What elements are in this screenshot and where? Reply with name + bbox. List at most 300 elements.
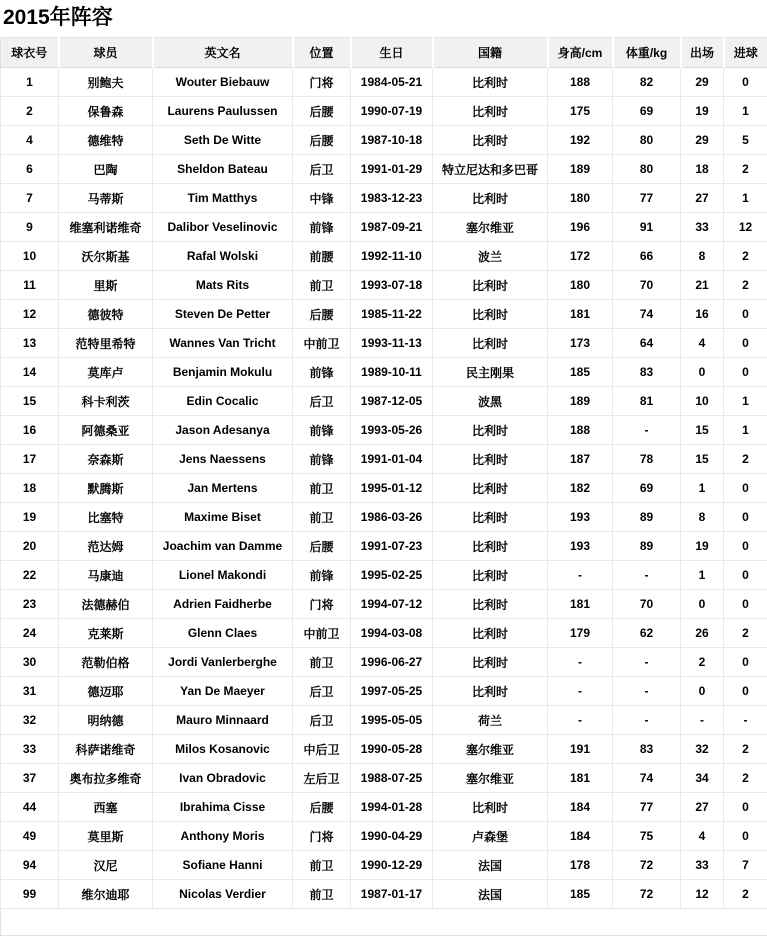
- cell-jersey: 37: [1, 764, 59, 793]
- cell-english-name: Laurens Paulussen: [153, 97, 293, 126]
- cell-goals: 1: [724, 184, 767, 213]
- cell-weight: 69: [613, 97, 681, 126]
- cell-weight: -: [613, 677, 681, 706]
- cell-height: 191: [548, 735, 613, 764]
- cell-position: 后腰: [293, 97, 351, 126]
- cell-player: 默腾斯: [59, 474, 153, 503]
- cell-english-name: Yan De Maeyer: [153, 677, 293, 706]
- cell-height: 193: [548, 532, 613, 561]
- cell-player: 巴陶: [59, 155, 153, 184]
- cell-nationality: 比利时: [433, 561, 548, 590]
- cell-player: 科萨诺维奇: [59, 735, 153, 764]
- cell-player: 马康迪: [59, 561, 153, 590]
- cell-appearances: -: [681, 706, 724, 735]
- empty-footer-cell: [1, 909, 767, 936]
- cell-height: -: [548, 648, 613, 677]
- cell-goals: 2: [724, 155, 767, 184]
- cell-nationality: 塞尔维亚: [433, 735, 548, 764]
- cell-position: 后腰: [293, 126, 351, 155]
- cell-height: 182: [548, 474, 613, 503]
- cell-goals: 1: [724, 97, 767, 126]
- cell-position: 前锋: [293, 416, 351, 445]
- cell-goals: 12: [724, 213, 767, 242]
- col-header-player: 球员: [59, 38, 153, 68]
- cell-nationality: 比利时: [433, 590, 548, 619]
- cell-birthday: 1994-03-08: [351, 619, 433, 648]
- cell-player: 别鲍夫: [59, 68, 153, 97]
- cell-nationality: 卢森堡: [433, 822, 548, 851]
- cell-player: 莫库卢: [59, 358, 153, 387]
- col-header-jersey: 球衣号: [1, 38, 59, 68]
- cell-appearances: 16: [681, 300, 724, 329]
- cell-goals: 2: [724, 445, 767, 474]
- cell-english-name: Rafal Wolski: [153, 242, 293, 271]
- cell-weight: -: [613, 648, 681, 677]
- cell-height: 175: [548, 97, 613, 126]
- cell-weight: 66: [613, 242, 681, 271]
- cell-nationality: 荷兰: [433, 706, 548, 735]
- cell-goals: 0: [724, 300, 767, 329]
- cell-birthday: 1991-07-23: [351, 532, 433, 561]
- cell-appearances: 4: [681, 822, 724, 851]
- cell-appearances: 1: [681, 561, 724, 590]
- cell-birthday: 1993-07-18: [351, 271, 433, 300]
- cell-position: 前卫: [293, 648, 351, 677]
- table-row: [1, 445, 767, 474]
- table-row: [1, 561, 767, 590]
- cell-goals: 0: [724, 793, 767, 822]
- cell-appearances: 0: [681, 590, 724, 619]
- col-header-position: 位置: [293, 38, 351, 68]
- cell-nationality: 波黑: [433, 387, 548, 416]
- cell-nationality: 比利时: [433, 300, 548, 329]
- col-header-nationality: 国籍: [433, 38, 548, 68]
- cell-appearances: 15: [681, 416, 724, 445]
- cell-appearances: 32: [681, 735, 724, 764]
- cell-english-name: Nicolas Verdier: [153, 880, 293, 909]
- cell-height: 181: [548, 590, 613, 619]
- cell-nationality: 比利时: [433, 532, 548, 561]
- cell-goals: 7: [724, 851, 767, 880]
- cell-jersey: 30: [1, 648, 59, 677]
- cell-english-name: Tim Matthys: [153, 184, 293, 213]
- cell-jersey: 1: [1, 68, 59, 97]
- squad-table-header: [1, 38, 767, 68]
- cell-birthday: 1996-06-27: [351, 648, 433, 677]
- squad-table-body: [1, 68, 767, 909]
- cell-english-name: Joachim van Damme: [153, 532, 293, 561]
- cell-jersey: 94: [1, 851, 59, 880]
- cell-player: 维塞利诺维奇: [59, 213, 153, 242]
- cell-weight: 62: [613, 619, 681, 648]
- cell-position: 后腰: [293, 793, 351, 822]
- cell-nationality: 比利时: [433, 503, 548, 532]
- cell-appearances: 34: [681, 764, 724, 793]
- cell-position: 中前卫: [293, 619, 351, 648]
- cell-english-name: Lionel Makondi: [153, 561, 293, 590]
- cell-goals: 0: [724, 329, 767, 358]
- cell-birthday: 1990-04-29: [351, 822, 433, 851]
- cell-jersey: 44: [1, 793, 59, 822]
- cell-position: 前卫: [293, 503, 351, 532]
- cell-birthday: 1995-01-12: [351, 474, 433, 503]
- cell-appearances: 4: [681, 329, 724, 358]
- cell-position: 中后卫: [293, 735, 351, 764]
- cell-player: 范达姆: [59, 532, 153, 561]
- cell-jersey: 13: [1, 329, 59, 358]
- cell-height: 184: [548, 793, 613, 822]
- cell-english-name: Jason Adesanya: [153, 416, 293, 445]
- cell-appearances: 2: [681, 648, 724, 677]
- cell-birthday: 1993-05-26: [351, 416, 433, 445]
- cell-nationality: 比利时: [433, 97, 548, 126]
- cell-nationality: 比利时: [433, 271, 548, 300]
- cell-goals: 2: [724, 880, 767, 909]
- cell-jersey: 22: [1, 561, 59, 590]
- cell-player: 马蒂斯: [59, 184, 153, 213]
- cell-english-name: Sofiane Hanni: [153, 851, 293, 880]
- table-row: [1, 68, 767, 97]
- header-row: [1, 38, 767, 68]
- cell-goals: 0: [724, 532, 767, 561]
- cell-position: 后卫: [293, 387, 351, 416]
- cell-nationality: 塞尔维亚: [433, 764, 548, 793]
- cell-nationality: 比利时: [433, 68, 548, 97]
- cell-weight: 72: [613, 851, 681, 880]
- cell-position: 门将: [293, 822, 351, 851]
- empty-footer-row: [1, 909, 767, 936]
- cell-birthday: 1994-07-12: [351, 590, 433, 619]
- cell-birthday: 1986-03-26: [351, 503, 433, 532]
- page-title: 2015年阵容: [3, 6, 113, 29]
- cell-player: 西塞: [59, 793, 153, 822]
- cell-height: 180: [548, 271, 613, 300]
- cell-position: 前腰: [293, 242, 351, 271]
- cell-english-name: Jordi Vanlerberghe: [153, 648, 293, 677]
- table-row: [1, 300, 767, 329]
- cell-english-name: Ivan Obradovic: [153, 764, 293, 793]
- cell-goals: 2: [724, 242, 767, 271]
- cell-player: 沃尔斯基: [59, 242, 153, 271]
- cell-player: 莫里斯: [59, 822, 153, 851]
- cell-birthday: 1993-11-13: [351, 329, 433, 358]
- table-row: [1, 416, 767, 445]
- cell-goals: 2: [724, 764, 767, 793]
- cell-appearances: 1: [681, 474, 724, 503]
- cell-weight: 64: [613, 329, 681, 358]
- cell-weight: -: [613, 561, 681, 590]
- table-row: [1, 764, 767, 793]
- table-row: [1, 503, 767, 532]
- cell-position: 后卫: [293, 155, 351, 184]
- cell-weight: 69: [613, 474, 681, 503]
- table-row: [1, 532, 767, 561]
- cell-birthday: 1991-01-04: [351, 445, 433, 474]
- cell-jersey: 18: [1, 474, 59, 503]
- cell-player: 明纳德: [59, 706, 153, 735]
- cell-player: 奥布拉多维奇: [59, 764, 153, 793]
- cell-english-name: Benjamin Mokulu: [153, 358, 293, 387]
- cell-birthday: 1991-01-29: [351, 155, 433, 184]
- cell-height: 187: [548, 445, 613, 474]
- cell-height: -: [548, 677, 613, 706]
- cell-birthday: 1989-10-11: [351, 358, 433, 387]
- cell-height: -: [548, 561, 613, 590]
- cell-english-name: Ibrahima Cisse: [153, 793, 293, 822]
- table-row: [1, 271, 767, 300]
- cell-english-name: Dalibor Veselinovic: [153, 213, 293, 242]
- cell-appearances: 33: [681, 851, 724, 880]
- cell-jersey: 15: [1, 387, 59, 416]
- cell-position: 后腰: [293, 532, 351, 561]
- cell-goals: 0: [724, 590, 767, 619]
- cell-birthday: 1994-01-28: [351, 793, 433, 822]
- cell-position: 前锋: [293, 561, 351, 590]
- cell-jersey: 17: [1, 445, 59, 474]
- cell-goals: 5: [724, 126, 767, 155]
- cell-height: 188: [548, 68, 613, 97]
- cell-goals: 0: [724, 68, 767, 97]
- cell-english-name: Milos Kosanovic: [153, 735, 293, 764]
- cell-appearances: 29: [681, 68, 724, 97]
- cell-weight: 91: [613, 213, 681, 242]
- cell-english-name: Adrien Faidherbe: [153, 590, 293, 619]
- cell-jersey: 23: [1, 590, 59, 619]
- cell-english-name: Maxime Biset: [153, 503, 293, 532]
- cell-weight: 70: [613, 271, 681, 300]
- cell-player: 德迈耶: [59, 677, 153, 706]
- cell-nationality: 比利时: [433, 184, 548, 213]
- cell-position: 前卫: [293, 851, 351, 880]
- cell-nationality: 塞尔维亚: [433, 213, 548, 242]
- cell-goals: 0: [724, 677, 767, 706]
- cell-appearances: 8: [681, 503, 724, 532]
- cell-weight: 89: [613, 532, 681, 561]
- cell-weight: 82: [613, 68, 681, 97]
- cell-goals: 0: [724, 648, 767, 677]
- col-header-birthday: 生日: [351, 38, 433, 68]
- cell-height: 173: [548, 329, 613, 358]
- col-header-english-name: 英文名: [153, 38, 293, 68]
- cell-player: 比塞特: [59, 503, 153, 532]
- cell-weight: 74: [613, 764, 681, 793]
- table-row: [1, 155, 767, 184]
- cell-birthday: 1988-07-25: [351, 764, 433, 793]
- cell-height: -: [548, 706, 613, 735]
- cell-birthday: 1997-05-25: [351, 677, 433, 706]
- cell-position: 后卫: [293, 677, 351, 706]
- table-row: [1, 648, 767, 677]
- cell-nationality: 比利时: [433, 126, 548, 155]
- cell-english-name: Mauro Minnaard: [153, 706, 293, 735]
- table-row: [1, 387, 767, 416]
- cell-appearances: 29: [681, 126, 724, 155]
- cell-appearances: 12: [681, 880, 724, 909]
- cell-nationality: 比利时: [433, 648, 548, 677]
- col-header-weight: 体重/kg: [613, 38, 681, 68]
- cell-birthday: 1995-02-25: [351, 561, 433, 590]
- cell-jersey: 24: [1, 619, 59, 648]
- cell-height: 178: [548, 851, 613, 880]
- cell-birthday: 1987-10-18: [351, 126, 433, 155]
- table-row: [1, 677, 767, 706]
- cell-position: 中锋: [293, 184, 351, 213]
- cell-nationality: 比利时: [433, 329, 548, 358]
- cell-player: 范特里希特: [59, 329, 153, 358]
- cell-appearances: 19: [681, 532, 724, 561]
- col-header-goals: 进球: [724, 38, 767, 68]
- cell-player: 范勒伯格: [59, 648, 153, 677]
- cell-birthday: 1983-12-23: [351, 184, 433, 213]
- cell-weight: 89: [613, 503, 681, 532]
- cell-weight: 78: [613, 445, 681, 474]
- cell-position: 门将: [293, 68, 351, 97]
- cell-birthday: 1985-11-22: [351, 300, 433, 329]
- table-row: [1, 619, 767, 648]
- cell-nationality: 特立尼达和多巴哥: [433, 155, 548, 184]
- cell-height: 179: [548, 619, 613, 648]
- table-row: [1, 358, 767, 387]
- cell-english-name: Wouter Biebauw: [153, 68, 293, 97]
- table-row: [1, 184, 767, 213]
- cell-player: 克莱斯: [59, 619, 153, 648]
- cell-jersey: 12: [1, 300, 59, 329]
- cell-goals: 1: [724, 416, 767, 445]
- cell-weight: 83: [613, 735, 681, 764]
- cell-appearances: 27: [681, 184, 724, 213]
- cell-english-name: Seth De Witte: [153, 126, 293, 155]
- cell-weight: 70: [613, 590, 681, 619]
- cell-appearances: 27: [681, 793, 724, 822]
- cell-goals: 0: [724, 822, 767, 851]
- cell-goals: 2: [724, 735, 767, 764]
- cell-player: 奈森斯: [59, 445, 153, 474]
- cell-player: 法德赫伯: [59, 590, 153, 619]
- col-header-height: 身高/cm: [548, 38, 613, 68]
- table-row: [1, 822, 767, 851]
- cell-player: 阿德桑亚: [59, 416, 153, 445]
- table-row: [1, 329, 767, 358]
- cell-goals: 0: [724, 503, 767, 532]
- cell-english-name: Mats Rits: [153, 271, 293, 300]
- cell-nationality: 比利时: [433, 474, 548, 503]
- cell-english-name: Steven De Petter: [153, 300, 293, 329]
- cell-appearances: 18: [681, 155, 724, 184]
- cell-jersey: 11: [1, 271, 59, 300]
- cell-english-name: Jens Naessens: [153, 445, 293, 474]
- cell-appearances: 0: [681, 358, 724, 387]
- col-header-appearances: 出场: [681, 38, 724, 68]
- cell-goals: 1: [724, 387, 767, 416]
- table-row: [1, 735, 767, 764]
- cell-english-name: Wannes Van Tricht: [153, 329, 293, 358]
- cell-goals: 2: [724, 619, 767, 648]
- cell-height: 192: [548, 126, 613, 155]
- cell-position: 前锋: [293, 358, 351, 387]
- cell-weight: 74: [613, 300, 681, 329]
- table-row: [1, 97, 767, 126]
- cell-appearances: 0: [681, 677, 724, 706]
- cell-jersey: 99: [1, 880, 59, 909]
- cell-player: 科卡利茨: [59, 387, 153, 416]
- cell-nationality: 波兰: [433, 242, 548, 271]
- cell-birthday: 1987-09-21: [351, 213, 433, 242]
- table-row: [1, 474, 767, 503]
- cell-goals: 0: [724, 358, 767, 387]
- cell-jersey: 10: [1, 242, 59, 271]
- cell-weight: -: [613, 706, 681, 735]
- cell-nationality: 法国: [433, 851, 548, 880]
- cell-jersey: 9: [1, 213, 59, 242]
- cell-position: 中前卫: [293, 329, 351, 358]
- cell-height: 185: [548, 358, 613, 387]
- table-row: [1, 793, 767, 822]
- cell-player: 汉尼: [59, 851, 153, 880]
- cell-position: 后卫: [293, 706, 351, 735]
- cell-height: 188: [548, 416, 613, 445]
- cell-height: 185: [548, 880, 613, 909]
- cell-height: 180: [548, 184, 613, 213]
- cell-player: 保鲁森: [59, 97, 153, 126]
- cell-nationality: 比利时: [433, 677, 548, 706]
- cell-appearances: 19: [681, 97, 724, 126]
- table-row: [1, 706, 767, 735]
- cell-position: 前锋: [293, 445, 351, 474]
- cell-player: 里斯: [59, 271, 153, 300]
- cell-english-name: Anthony Moris: [153, 822, 293, 851]
- cell-player: 德维特: [59, 126, 153, 155]
- cell-height: 193: [548, 503, 613, 532]
- cell-appearances: 10: [681, 387, 724, 416]
- cell-position: 门将: [293, 590, 351, 619]
- cell-weight: 80: [613, 155, 681, 184]
- cell-jersey: 14: [1, 358, 59, 387]
- cell-jersey: 16: [1, 416, 59, 445]
- cell-english-name: Glenn Claes: [153, 619, 293, 648]
- cell-birthday: 1990-07-19: [351, 97, 433, 126]
- cell-birthday: 1995-05-05: [351, 706, 433, 735]
- cell-weight: 80: [613, 126, 681, 155]
- cell-birthday: 1987-01-17: [351, 880, 433, 909]
- cell-appearances: 15: [681, 445, 724, 474]
- cell-jersey: 4: [1, 126, 59, 155]
- cell-position: 后腰: [293, 300, 351, 329]
- cell-position: 前卫: [293, 271, 351, 300]
- cell-nationality: 法国: [433, 880, 548, 909]
- cell-nationality: 比利时: [433, 445, 548, 474]
- cell-height: 189: [548, 387, 613, 416]
- cell-position: 左后卫: [293, 764, 351, 793]
- cell-player: 维尔迪耶: [59, 880, 153, 909]
- table-row: [1, 851, 767, 880]
- cell-nationality: 民主刚果: [433, 358, 548, 387]
- cell-birthday: 1990-05-28: [351, 735, 433, 764]
- cell-height: 172: [548, 242, 613, 271]
- table-row: [1, 242, 767, 271]
- cell-appearances: 21: [681, 271, 724, 300]
- cell-english-name: Sheldon Bateau: [153, 155, 293, 184]
- cell-birthday: 1984-05-21: [351, 68, 433, 97]
- cell-weight: 77: [613, 793, 681, 822]
- cell-height: 196: [548, 213, 613, 242]
- cell-nationality: 比利时: [433, 416, 548, 445]
- cell-player: 德彼特: [59, 300, 153, 329]
- cell-height: 181: [548, 764, 613, 793]
- table-row: [1, 590, 767, 619]
- cell-birthday: 1990-12-29: [351, 851, 433, 880]
- cell-height: 181: [548, 300, 613, 329]
- cell-position: 前卫: [293, 474, 351, 503]
